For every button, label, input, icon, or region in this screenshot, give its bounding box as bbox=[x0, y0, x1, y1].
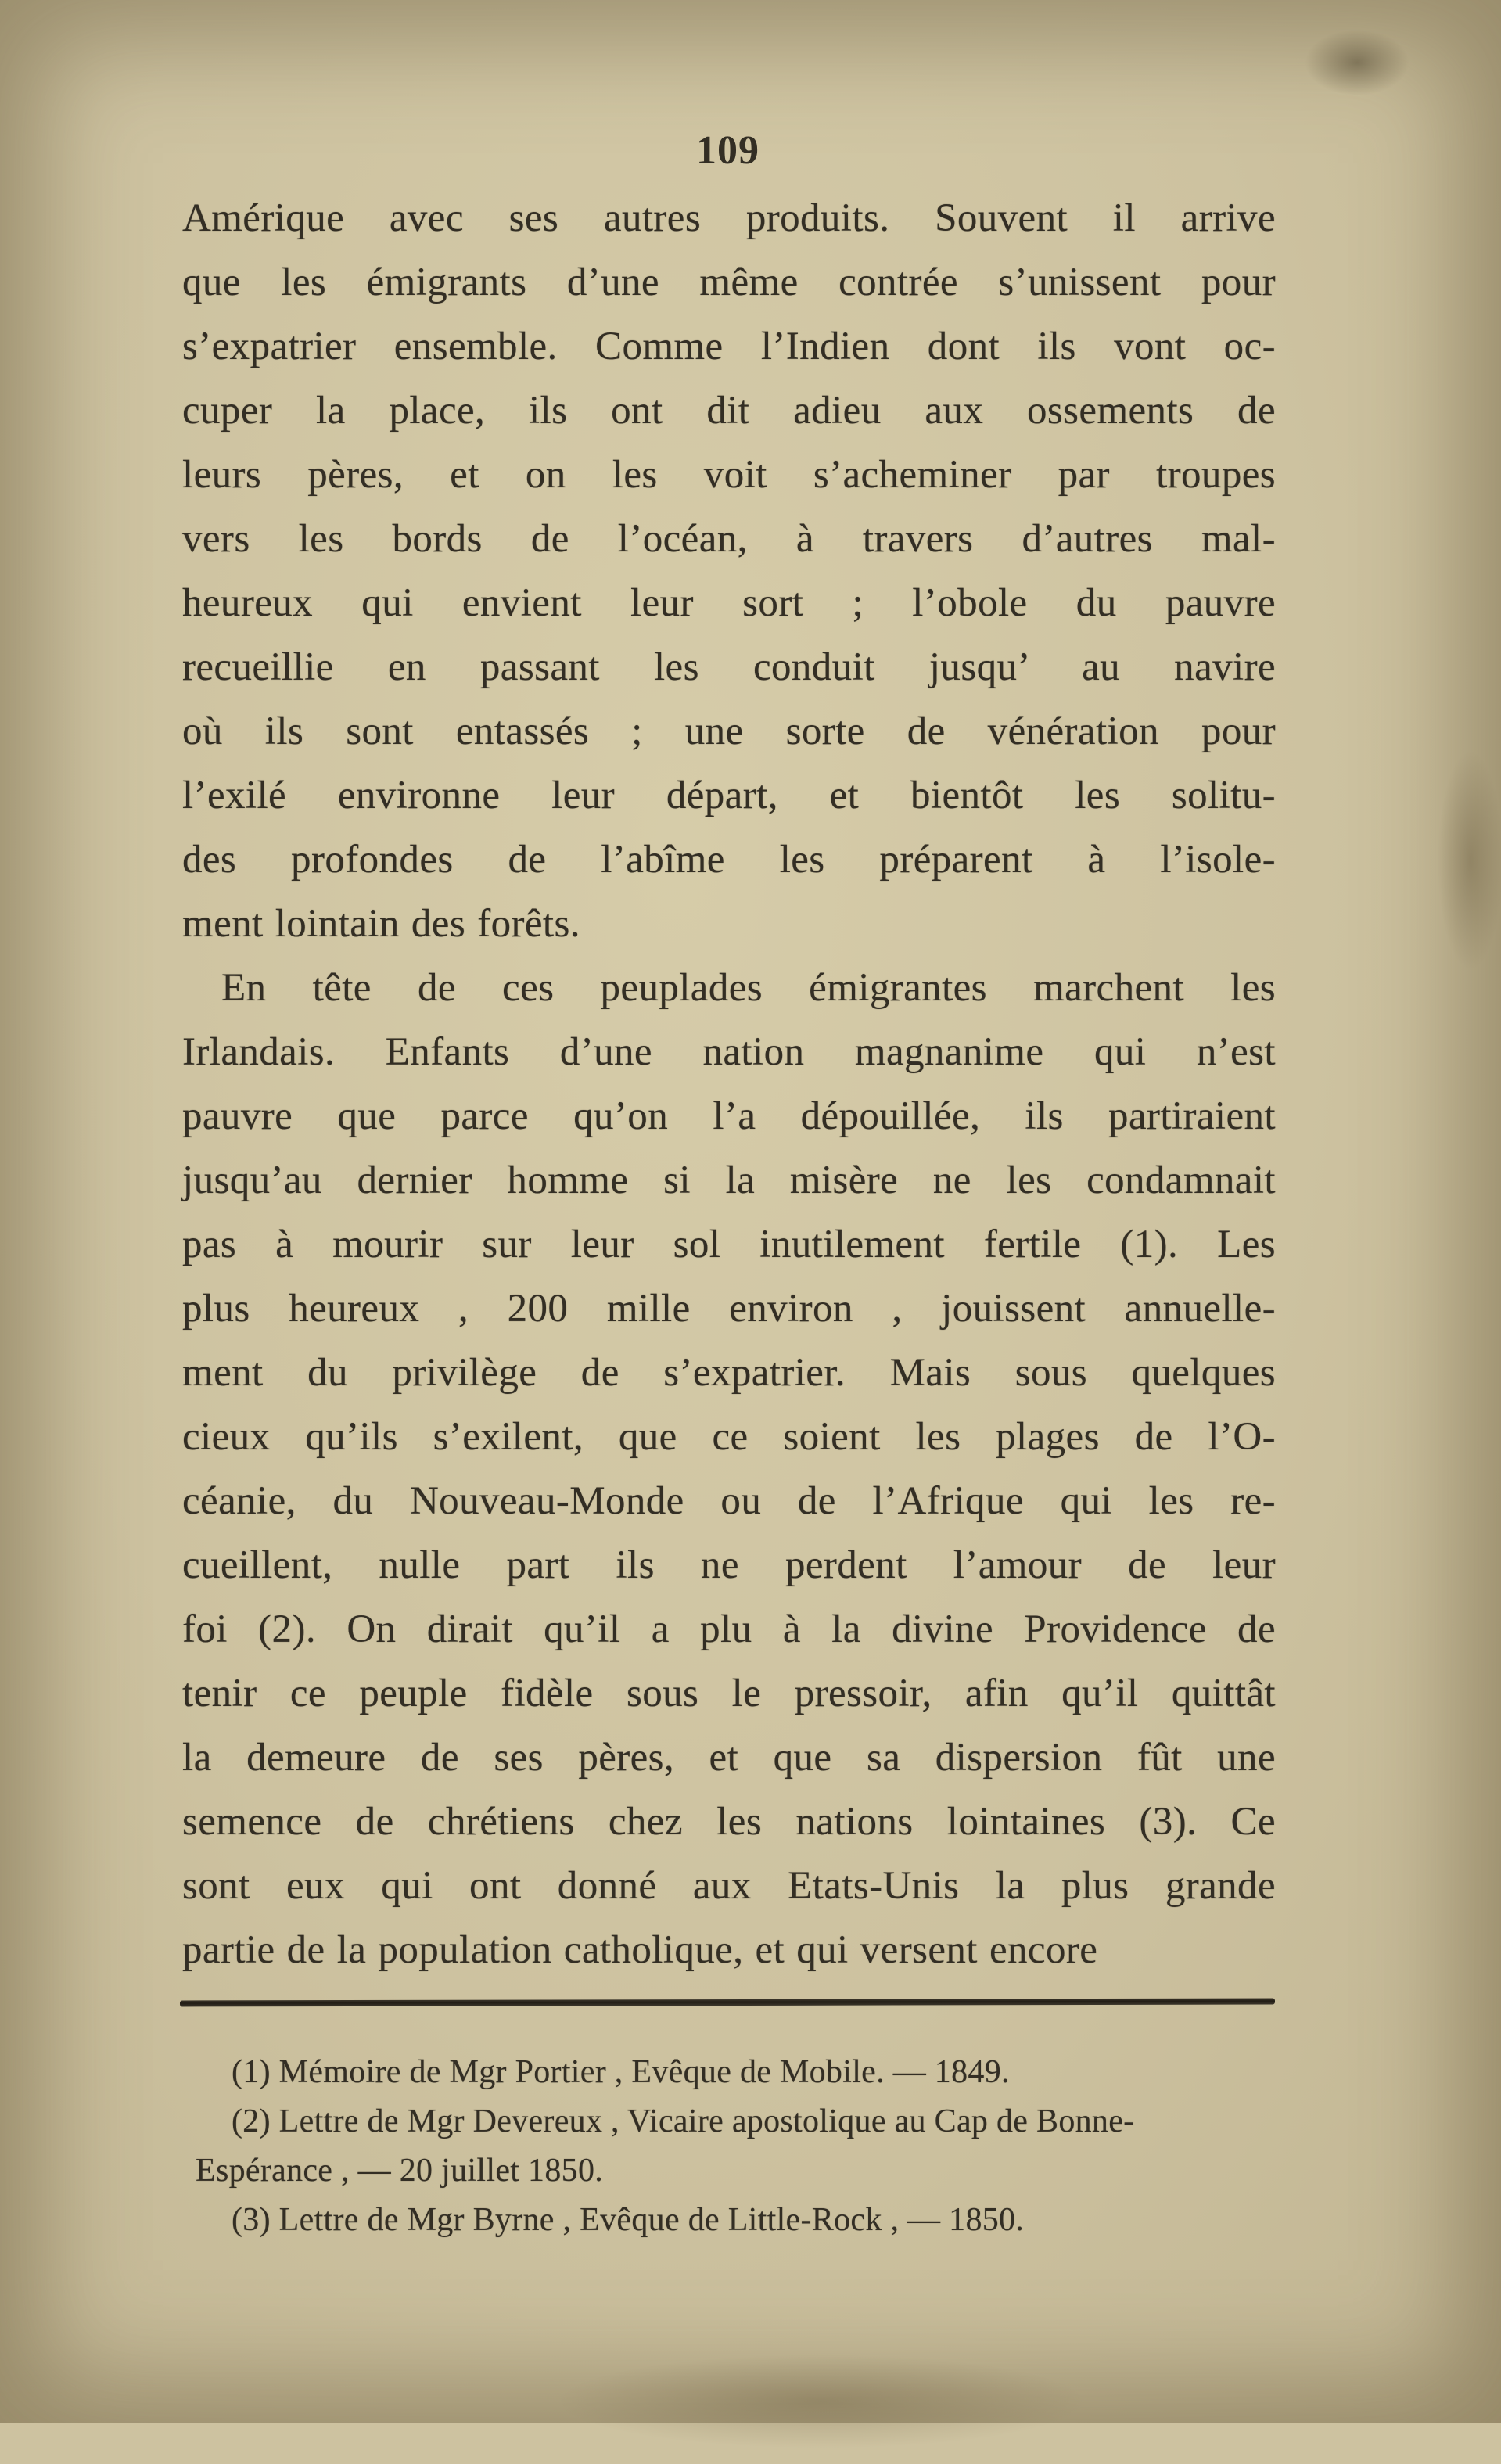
footnote-line: (3) Lettre de Mgr Byrne , Evêque de Little-Rock , — 1850. bbox=[232, 2202, 1025, 2238]
footnote-line: (2) Lettre de Mgr Devereux , Vicaire apostolique au Cap de Bonne- bbox=[232, 2103, 1135, 2139]
text-line: la demeure de ses pères, et que sa dispersion fût une bbox=[182, 1736, 1276, 1780]
footnotes bbox=[196, 2048, 1248, 2245]
text-line: vers les bords de l’océan, à travers d’autres mal- bbox=[182, 517, 1276, 561]
text-line: des profondes de l’abîme les préparent à l’isole- bbox=[182, 838, 1276, 882]
footnote-separator-rule bbox=[180, 1999, 1275, 2007]
text-line: sont eux qui ont donné aux Etats-Unis la plus grande bbox=[182, 1864, 1276, 1908]
scan-smudge-right-edge bbox=[1424, 704, 1501, 1017]
scan-smudge-bottom bbox=[469, 2339, 1173, 2464]
footnote-line: (1) Mémoire de Mgr Portier , Evêque de Mobile. — 1849. bbox=[232, 2054, 1010, 2090]
text-line: tenir ce peuple fidèle sous le pressoir, afin qu’il quittât bbox=[182, 1672, 1276, 1715]
text-line: En tête de ces peuplades émigrantes marchent les bbox=[221, 966, 1276, 1010]
text-line: Irlandais. Enfants d’une nation magnanime qui n’est bbox=[182, 1030, 1276, 1074]
footnote-line: Espérance , — 20 juillet 1850. bbox=[196, 2153, 604, 2189]
text-line: semence de chrétiens chez les nations lointaines (3). Ce bbox=[182, 1800, 1276, 1844]
text-line: plus heureux , 200 mille environ , jouissent annuelle- bbox=[182, 1287, 1276, 1331]
text-line: que les émigrants d’une même contrée s’unissent pour bbox=[182, 260, 1276, 304]
text-line: cuper la place, ils ont dit adieu aux ossements de bbox=[182, 389, 1276, 433]
text-line: leurs pères, et on les voit s’acheminer par troupes bbox=[182, 453, 1276, 497]
text-line: jusqu’au dernier homme si la misère ne les condamnait bbox=[182, 1158, 1276, 1202]
text-line: foi (2). On dirait qu’il a plu à la divine Providence de bbox=[182, 1607, 1276, 1651]
text-line: recueillie en passant les conduit jusqu’ au navire bbox=[182, 645, 1276, 689]
text-line: cieux qu’ils s’exilent, que ce soient les plages de l’O- bbox=[182, 1415, 1276, 1459]
text-line: s’expatrier ensemble. Comme l’Indien dont ils vont oc- bbox=[182, 325, 1276, 368]
text-line: ment du privilège de s’expatrier. Mais sous quelques bbox=[182, 1351, 1276, 1395]
main-text bbox=[182, 186, 1276, 1982]
text-line: heureux qui envient leur sort ; l’obole du pauvre bbox=[182, 581, 1276, 625]
text-line: où ils sont entassés ; une sorte de vénération pour bbox=[182, 709, 1276, 753]
text-line: pauvre que parce qu’on l’a dépouillée, ils partiraient bbox=[182, 1094, 1276, 1138]
text-line: céanie, du Nouveau-Monde ou de l’Afrique qui les re- bbox=[182, 1479, 1276, 1523]
text-line: ment lointain des forêts. bbox=[182, 902, 580, 946]
scan-smudge-top-right bbox=[1283, 16, 1431, 110]
text-line: pas à mourir sur leur sol inutilement fertile (1). Les bbox=[182, 1223, 1276, 1266]
page-number: 109 bbox=[696, 128, 759, 173]
text-line: partie de la population catholique, et qui versent encore bbox=[182, 1928, 1098, 1972]
text-line: Amérique avec ses autres produits. Souvent il arrive bbox=[182, 196, 1276, 240]
text-line: l’exilé environne leur départ, et bientôt les solitu- bbox=[182, 774, 1276, 817]
text-line: cueillent, nulle part ils ne perdent l’amour de leur bbox=[182, 1543, 1276, 1587]
